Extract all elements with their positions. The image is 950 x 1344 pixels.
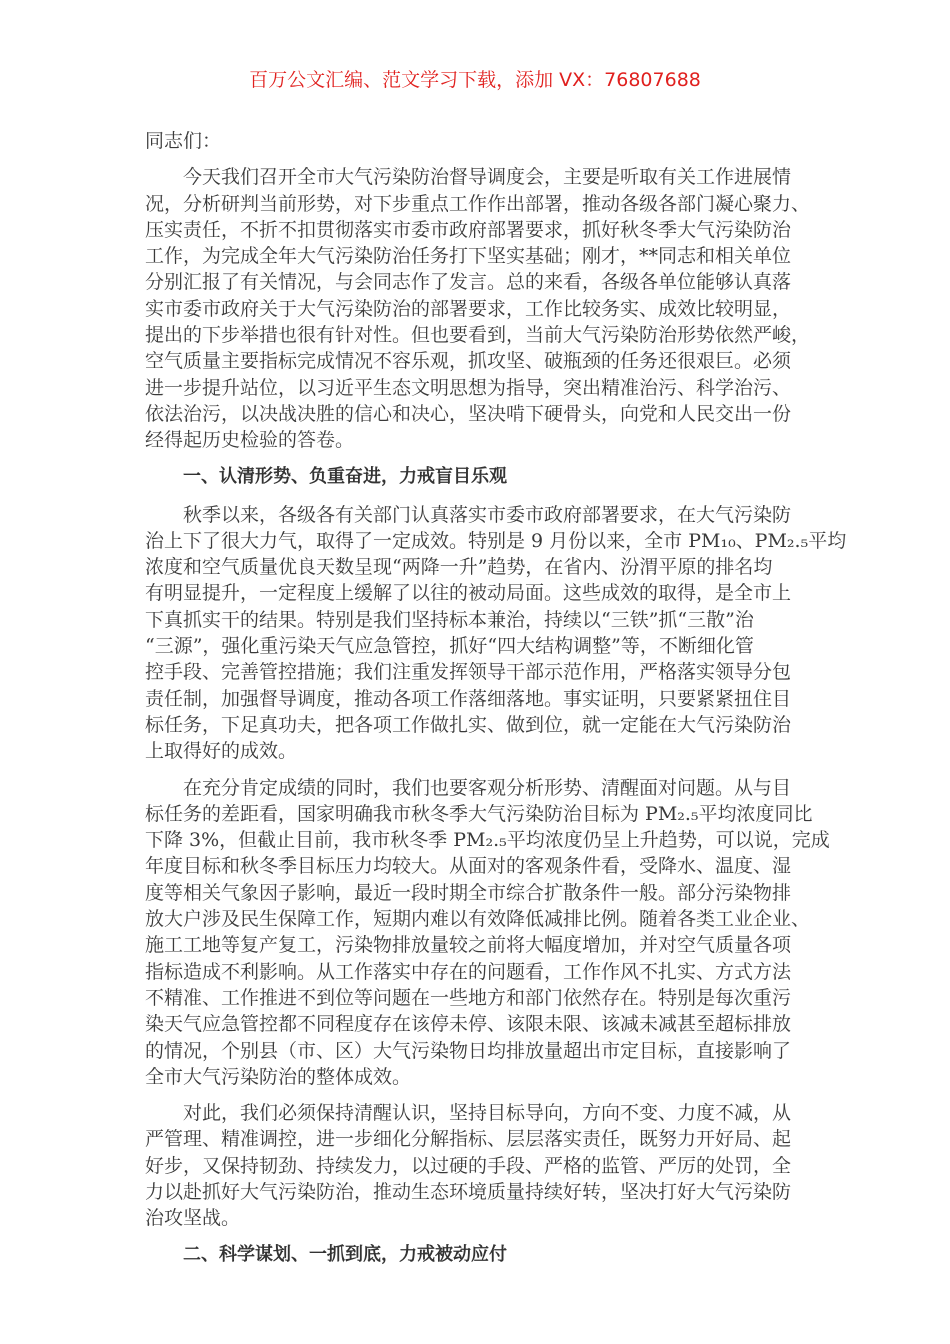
watermark-banner: 百万公文汇编、范文学习下载，添加 VX：76807688 bbox=[249, 69, 701, 91]
text-line: 全市大气污染防治的整体成效。 bbox=[145, 1065, 412, 1088]
text-line: 责任制，加强督导调度，推动各项工作落细落地。事实证明，只要紧紧扭住目 bbox=[145, 687, 792, 710]
text-line: 空气质量主要指标完成情况不容乐观，抓攻坚、破瓶颈的任务还很艰巨。必须 bbox=[145, 350, 792, 373]
text-line: 治上下了很大力气，取得了一定成效。特别是 9 月份以来，全市 PM₁₀、PM₂.₅平均 bbox=[145, 529, 847, 552]
text-line: 在充分肯定成绩的同时，我们也要客观分析形势、清醒面对问题。从与目 bbox=[183, 776, 792, 799]
document-body bbox=[145, 128, 847, 1280]
text-line: 下降 3%，但截止目前，我市秋冬季 PM₂.₅平均浓度仍呈上升趋势，可以说，完成 bbox=[145, 829, 830, 852]
text-line: 依法治污，以决战决胜的信心和决心，坚决啃下硬骨头，向党和人民交出一份 bbox=[145, 402, 792, 425]
text-line: 标任务的差距看，国家明确我市秋冬季大气污染防治目标为 PM₂.₅平均浓度同比 bbox=[145, 802, 813, 825]
section1-paragraph-3 bbox=[145, 1100, 810, 1231]
text-line: 严管理、精准调控，进一步细化分解指标、层层落实责任，既努力开好局、起 bbox=[145, 1128, 792, 1151]
text-line: 施工工地等复产复工，污染物排放量较之前将大幅度增加，并对空气质量各项 bbox=[145, 934, 792, 957]
section-heading-1: 一、认清形势、负重奋进，力戒盲目乐观 bbox=[183, 465, 507, 487]
text-line: 压实责任，不折不扣贯彻落实市委市政府部署要求，抓好秋冬季大气污染防治 bbox=[145, 218, 792, 241]
text-line: 标任务，下足真功夫，把各项工作做扎实、做到位，就一定能在大气污染防治 bbox=[145, 713, 792, 736]
text-line: 染天气应急管控都不同程度存在该停未停、该限未限、该减未减甚至超标排放 bbox=[145, 1013, 792, 1036]
intro-paragraph bbox=[145, 164, 810, 453]
text-line: 浓度和空气质量优良天数呈现“两降一升”趋势，在省内、汾渭平原的排名均 bbox=[145, 556, 773, 579]
text-line: 对此，我们必须保持清醒认识，坚持目标导向，方向不变、力度不减，从 bbox=[183, 1102, 792, 1125]
text-line: 年度目标和秋冬季目标压力均较大。从面对的客观条件看，受降水、温度、湿 bbox=[145, 855, 792, 878]
text-line: 度等相关气象因子影响，最近一段时期全市综合扩散条件一般。部分污染物排 bbox=[145, 881, 792, 904]
text-line: 上取得好的成效。 bbox=[145, 740, 298, 763]
text-line: 力以赴抓好大气污染防治，推动生态环境质量持续好转，坚决打好大气污染防 bbox=[145, 1180, 792, 1203]
text-line: 今天我们召开全市大气污染防治督导调度会，主要是听取有关工作进展情 bbox=[183, 166, 792, 189]
text-line: 不精准、工作推进不到位等问题在一些地方和部门依然存在。特别是每次重污 bbox=[145, 986, 792, 1009]
text-line: 实市委市政府关于大气污染防治的部署要求，工作比较务实、成效比较明显， bbox=[145, 297, 792, 320]
text-line: 的情况，个别县（市、区）大气污染物日均排放量超出市定目标，直接影响了 bbox=[145, 1039, 792, 1062]
text-line: 放大户涉及民生保障工作，短期内难以有效降低减排比例。随着各类工业企业、 bbox=[145, 908, 811, 931]
text-line: 秋季以来，各级各有关部门认真落实市委市政府部署要求，在大气污染防 bbox=[183, 503, 792, 526]
text-line: 经得起历史检验的答卷。 bbox=[145, 429, 355, 452]
text-line: 有明显提升，一定程度上缓解了以往的被动局面。这些成效的取得，是全市上 bbox=[145, 582, 792, 605]
section1-paragraph-2 bbox=[145, 775, 830, 1091]
text-line: 治攻坚战。 bbox=[145, 1207, 241, 1230]
text-line: 下真抓实干的结果。特别是我们坚持标本兼治，持续以“三铁”抓“三散”治 bbox=[145, 608, 754, 631]
text-line: 指标造成不利影响。从工作落实中存在的问题看，工作作风不扎实、方式方法 bbox=[145, 960, 792, 983]
text-line: 好步，又保持韧劲、持续发力，以过硬的手段、严格的监管、严厉的处罚，全 bbox=[145, 1154, 792, 1177]
section-heading-2: 二、科学谋划、一抓到底，力戒被动应付 bbox=[183, 1243, 507, 1265]
text-line: “三源”，强化重污染天气应急管控，抓好“四大结构调整”等，不断细化管 bbox=[145, 635, 754, 658]
text-line: 况，分析研判当前形势，对下步重点工作作出部署，推动各级各部门凝心聚力、 bbox=[145, 192, 811, 215]
salutation: 同志们： bbox=[145, 130, 222, 152]
section1-paragraph-1 bbox=[145, 502, 847, 765]
text-line: 工作，为完成全年大气污染防治任务打下坚实基础；刚才，**同志和相关单位 bbox=[145, 245, 792, 268]
text-line: 提出的下步举措也很有针对性。但也要看到，当前大气污染防治形势依然严峻， bbox=[145, 324, 811, 347]
text-line: 进一步提升站位，以习近平生态文明思想为指导，突出精准治污、科学治污、 bbox=[145, 376, 792, 399]
text-line: 分别汇报了有关情况，与会同志作了发言。总的来看，各级各单位能够认真落 bbox=[145, 271, 792, 294]
text-line: 控手段、完善管控措施；我们注重发挥领导干部示范作用，严格落实领导分包 bbox=[145, 661, 792, 684]
